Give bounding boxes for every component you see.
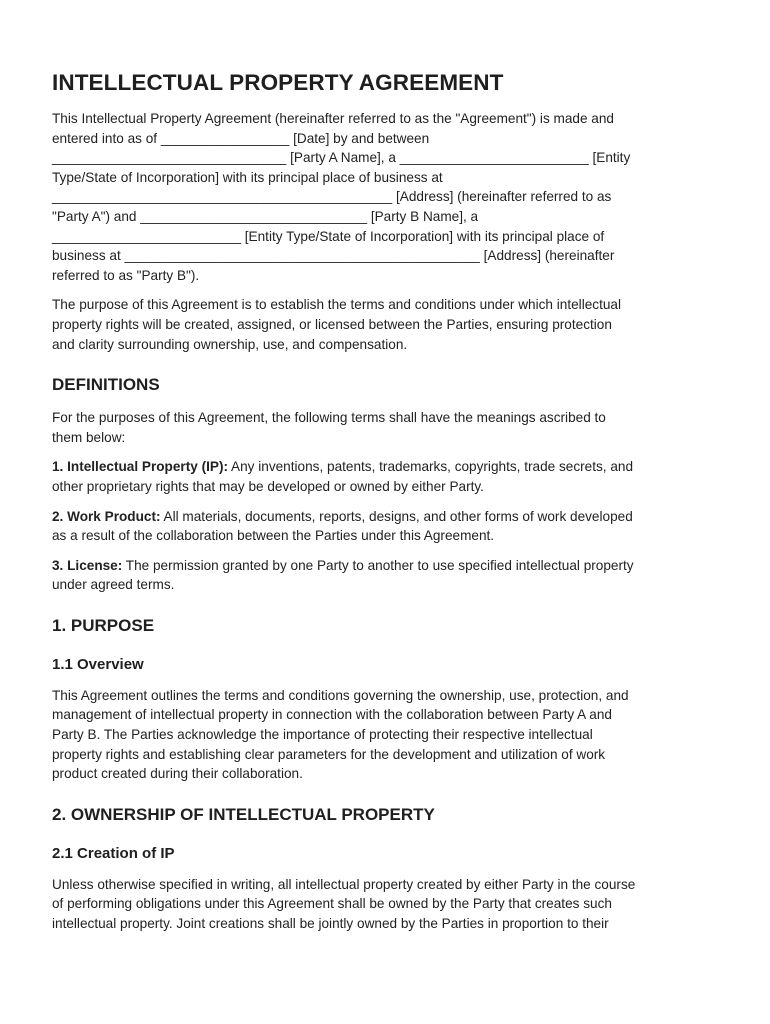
section-2-line: Unless otherwise specified in writing, all intellectual property created by either Party in the course [52,876,636,892]
intro-line: _____________________________________________ [Address] (hereinafter referred to as [52,189,612,205]
definitions-intro-line: them below: [52,429,126,445]
definition-text: Any inventions, patents, trademarks, copyrights, trade secrets, and [228,459,634,475]
definitions-heading: DEFINITIONS [52,375,160,395]
section-2-heading: 2. OWNERSHIP OF INTELLECTUAL PROPERTY [52,804,435,824]
purpose-line: and clarity surrounding ownership, use, and compensation. [52,336,408,352]
intro-line: _________________________ [Entity Type/State of Incorporation] with its principal place of [52,228,605,244]
intro-line: referred to as "Party B"). [52,267,200,283]
definition-text: All materials, documents, reports, designs, and other forms of work developed [160,508,633,524]
definitions-intro-line: For the purposes of this Agreement, the following terms shall have the meanings ascribed to [52,410,606,426]
definition-text: as a result of the collaboration between the Parties under this Agreement. [52,528,495,544]
purpose-line: property rights will be created, assigned, or licensed between the Parties, ensuring protection [52,316,612,332]
document-page [52,70,722,944]
definition-term: 2. Work Product: [52,508,161,524]
definition-term: 1. Intellectual Property (IP): [52,459,229,475]
purpose-paragraph [52,295,722,354]
intro-line: This Intellectual Property Agreement (hereinafter referred to as the "Agreement") is made and [52,111,614,126]
section-1-line: Party B. The Parties acknowledge the importance of protecting their respective intellectual [52,727,593,743]
section-1-1-heading: 1.1 Overview [52,655,144,673]
intro-line: "Party A") and ______________________________ [Party B Name], a [52,208,479,224]
definition-term: 3. License: [52,557,123,573]
intro-line: business at _______________________________________________ [Address] (hereinafter [52,248,615,264]
section-2-line: of performing obligations under this Agreement shall be owned by the Party that creates such [52,896,612,912]
document-title: INTELLECTUAL PROPERTY AGREEMENT [52,70,504,95]
section-2-1-paragraph [52,875,722,934]
section-1-line: This Agreement outlines the terms and conditions governing the ownership, use, protection, and [52,687,629,703]
section-2-line: intellectual property. Joint creations shall be jointly owned by the Parties in proportion to their [52,916,609,932]
intro-line: Type/State of Incorporation] with its principal place of business at [52,169,443,185]
definition-item-work-product [52,507,722,546]
definitions-intro [52,408,722,447]
definition-item-ip [52,457,722,496]
section-1-1-paragraph [52,686,722,784]
definition-text: under agreed terms. [52,577,175,593]
intro-line: entered into as of _________________ [Date] by and between [52,130,430,146]
intro-paragraph [52,109,722,285]
section-2-1-heading: 2.1 Creation of IP [52,844,175,862]
intro-line: _______________________________ [Party A Name], a _________________________ [Entity [52,150,631,166]
definition-text: The permission granted by one Party to another to use specified intellectual property [122,557,634,573]
section-1-heading: 1. PURPOSE [52,615,155,635]
section-1-line: property rights and establishing clear parameters for the development and utilization of work [52,746,606,762]
definition-item-license [52,556,722,595]
section-1-line: product created during their collaboration. [52,766,303,782]
section-1-line: management of intellectual property in connection with the collaboration between Party A and [52,707,612,723]
definition-text: other proprietary rights that may be developed or owned by either Party. [52,478,484,494]
purpose-line: The purpose of this Agreement is to establish the terms and conditions under which intellectual [52,297,621,313]
